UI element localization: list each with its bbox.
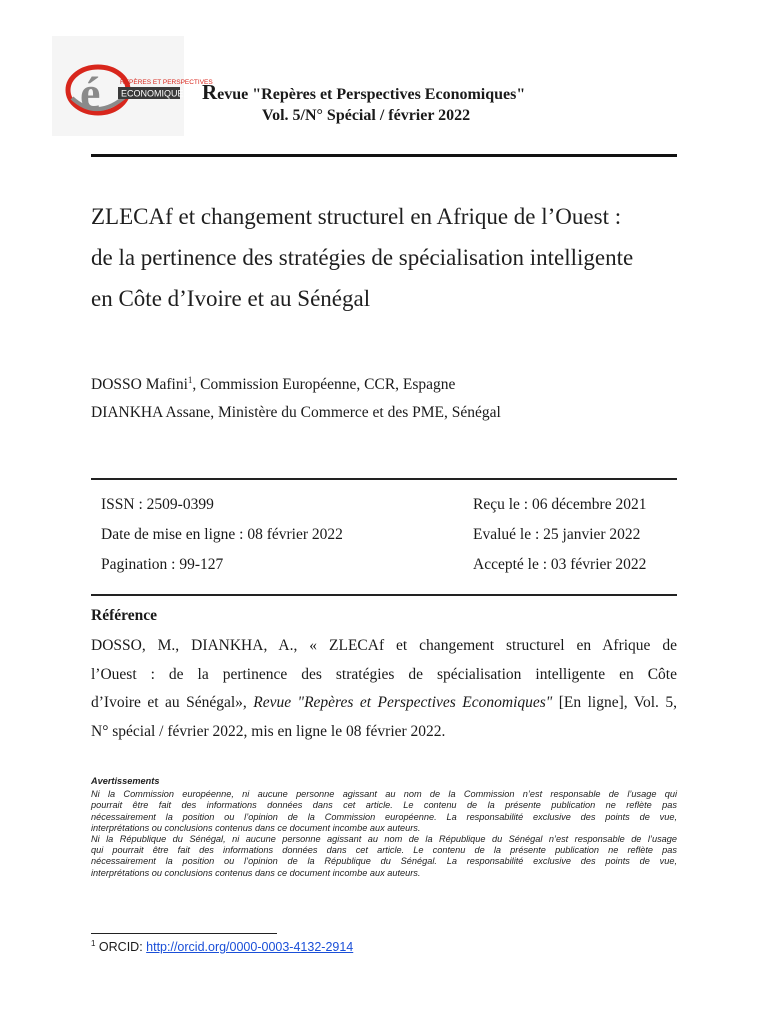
journal-volume: Vol. 5/N° Spécial / février 2022 <box>262 107 471 124</box>
citation-line: l’Ouest : de la pertinence des stratégies de spécialisation intelligente en Côte <box>91 665 677 683</box>
citation-text: [En ligne], Vol. 5, <box>552 694 678 711</box>
disclaimer-line: nécessairement la position ou l’opinion de la Commission européenne. La responsabilité exclusive des points de vue, <box>91 811 677 822</box>
meta-bottom-divider <box>91 594 677 596</box>
citation-journal-name: Revue "Repères et Perspectives Economiques" <box>253 694 553 711</box>
journal-logo <box>52 36 213 136</box>
online-date: Date de mise en ligne : 08 février 2022 <box>101 526 343 543</box>
logo-text-line1: REPÈRES ET PERSPECTIVES <box>120 79 213 86</box>
meta-top-divider <box>91 478 677 480</box>
journal-title-initial: R <box>202 80 218 104</box>
orcid-link[interactable]: http://orcid.org/0000-0003-4132-2914 <box>146 940 354 954</box>
logo-letter: é <box>80 67 101 118</box>
article-title-line: en Côte d’Ivoire et au Sénégal <box>91 286 371 311</box>
author-line <box>91 399 501 427</box>
disclaimer-line: Ni la Commission européenne, ni aucune personne agissant au nom de la Commission n’est responsable de l’usage qui <box>91 789 677 800</box>
author-affiliation: , Commission Européenne, CCR, Espagne <box>192 376 456 393</box>
disclaimer-title: Avertissements <box>91 776 160 786</box>
author-name: DOSSO Mafini <box>91 376 188 393</box>
disclaimer-line: interprétations ou conclusions contenus dans ce document incombe aux auteurs. <box>91 822 421 833</box>
footnote-marker: 1 <box>187 375 193 385</box>
author-line <box>91 366 501 399</box>
accepted-date: Accepté le : 03 février 2022 <box>473 556 647 573</box>
header-divider <box>91 154 677 157</box>
citation-text: d’Ivoire et au Sénégal», <box>91 694 254 711</box>
pagination: Pagination : 99-127 <box>101 556 224 573</box>
disclaimer-line: nécessairement la position ou l’opinion de la République du Sénégal. La responsabilité exclusive des points de vue, <box>91 856 677 867</box>
journal-logo-graphic <box>52 36 213 136</box>
citation-line <box>91 689 677 718</box>
disclaimer-line: Ni la République du Sénégal, ni aucune personne agissant au nom de la République du Sénégal n’est responsable de l’usage <box>91 834 677 845</box>
article-title-line: ZLECAf et changement structurel en Afrique de l’Ouest : <box>91 204 622 229</box>
citation-line: N° spécial / février 2022, mis en ligne le 08 février 2022. <box>91 722 446 740</box>
disclaimer-line: pourrait être fait des informations données dans cet article. Le contenu de la présente publication ne reflète pas <box>91 800 677 811</box>
journal-title-rest: evue "Repères et Perspectives Economiques" <box>217 86 526 103</box>
footnote-label: ORCID: <box>95 940 147 954</box>
journal-title <box>202 80 525 105</box>
author-name: DIANKHA Assane <box>91 404 211 421</box>
disclaimer-line: interprétations ou conclusions contenus dans ce document incombe aux auteurs. <box>91 867 421 878</box>
footnote-divider <box>91 933 277 934</box>
publication-meta-right <box>473 490 646 580</box>
footnote-number: 1 <box>91 939 96 948</box>
article-title <box>91 196 691 319</box>
author-list <box>91 366 501 427</box>
citation-line: DOSSO, M., DIANKHA, A., « ZLECAf et changement structurel en Afrique de <box>91 637 677 654</box>
issn: ISSN : 2509-0399 <box>101 496 214 513</box>
reference-citation <box>91 632 677 746</box>
disclaimer-line: qui pourrait être fait des informations données dans cet article. Le contenu de la présente publication ne reflète pas <box>91 845 677 856</box>
reference-heading: Référence <box>91 607 157 624</box>
publication-meta-left <box>101 490 343 580</box>
disclaimer <box>91 776 677 879</box>
evaluated-date: Evalué le : 25 janvier 2022 <box>473 526 641 543</box>
logo-text-line2: ECONOMIQUES <box>121 88 190 99</box>
received-date: Reçu le : 06 décembre 2021 <box>473 496 647 513</box>
author-affiliation: , Ministère du Commerce et des PME, Sénégal <box>210 404 501 421</box>
footnote <box>91 939 353 954</box>
article-title-line: de la pertinence des stratégies de spécialisation intelligente <box>91 245 634 270</box>
